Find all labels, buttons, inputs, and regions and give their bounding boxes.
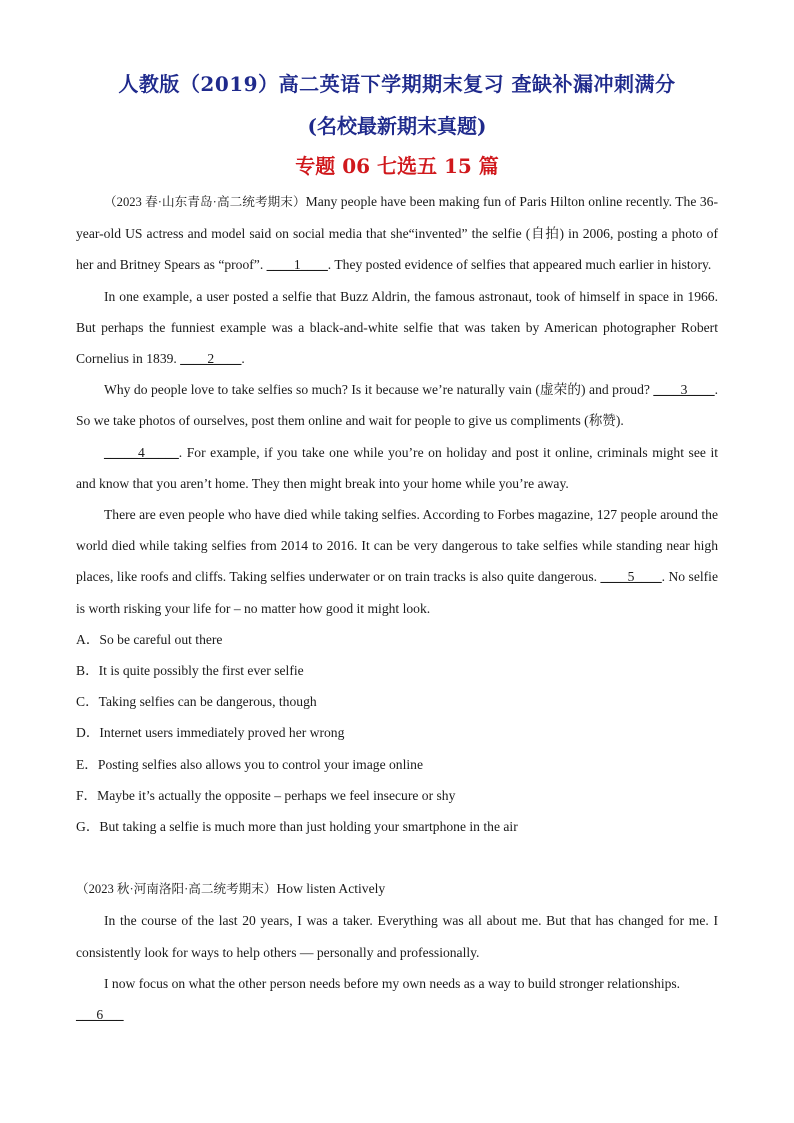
option-a: A．So be careful out there bbox=[76, 631, 223, 647]
document-title: 人教版（2019）高二英语下学期期末复习 查缺补漏冲刺满分 bbox=[118, 72, 676, 96]
document-subtitle: (名校最新期末真题) bbox=[307, 114, 487, 138]
document-body bbox=[76, 186, 718, 1030]
section-spacer bbox=[76, 842, 718, 873]
passage2-title: How listen Actively bbox=[276, 881, 386, 897]
passage1-paragraph4: _____4_____. For example, if you take one while you’re on holiday and post it online, criminals might see it and know that you aren’t home. They then might break into your home while you’re away. bbox=[76, 444, 718, 491]
answer-blank-1[interactable]: ____1____ bbox=[266, 257, 328, 273]
option-b: B．It is quite possibly the first ever selfie bbox=[76, 663, 304, 679]
passage-source: （2023 春·山东青岛·高二统考期末） bbox=[104, 195, 306, 209]
passage1-paragraph1: （2023 春·山东青岛·高二统考期末）Many people have been making fun of Paris Hilton online recently. The 36-year-old US actress and model said on social media that she“invented” the selfie (自拍) in 2006, posting a photo of her and Britney Spears as “proof”. ____1____. They posted evidence of selfies that appeared much earlier in history. bbox=[76, 194, 718, 273]
answer-blank-3[interactable]: ____3____ bbox=[653, 382, 715, 398]
topic-heading: 专题 06 七选五 15 篇 bbox=[295, 154, 499, 178]
passage2-paragraph2: I now focus on what the other person needs before my own needs as a way to build stronger relationships. bbox=[104, 975, 681, 991]
passage1-paragraph3: Why do people love to take selfies so much? Is it because we’re naturally vain (虚荣的) and proud? ____3____. So we take photos of ourselves, post them online and wait for people to give us compliments (称赞). bbox=[76, 382, 718, 429]
passage1-paragraph2: In one example, a user posted a selfie that Buzz Aldrin, the famous astronaut, took of himself in space in 1966. But perhaps the funniest example was a black-and-white selfie that was taken by American photographer Robert Cornelius in 1839. ____2____. bbox=[76, 288, 718, 367]
answer-blank-4[interactable]: _____4_____ bbox=[104, 444, 179, 460]
option-f: F．Maybe it’s actually the opposite – perhaps we feel insecure or shy bbox=[76, 787, 456, 803]
answer-blank-2[interactable]: ____2____ bbox=[180, 351, 242, 367]
option-g: G．But taking a selfie is much more than just holding your smartphone in the air bbox=[76, 819, 518, 835]
answer-blank-5[interactable]: ____5____ bbox=[600, 569, 662, 585]
passage2-blank-line bbox=[76, 999, 718, 1030]
answer-blank-6[interactable]: ___6___ bbox=[76, 1007, 124, 1023]
passage-source: （2023 秋·河南洛阳·高二统考期末） bbox=[76, 882, 277, 897]
passage2-paragraph1: In the course of the last 20 years, I was a taker. Everything was all about me. But that has changed for me. I consistently look for ways to help others — personally and professionally. bbox=[76, 913, 718, 960]
option-e: E．Posting selfies also allows you to control your image online bbox=[76, 756, 423, 772]
passage1-paragraph5: There are even people who have died while taking selfies. According to Forbes magazine, 127 people around the world died while taking selfies from 2014 to 2016. It can be very dangerous to take selfies while standing near high places, like roofs and cliffs. Taking selfies underwater or on train tracks is also quite dangerous. ____5____. No selfie is worth risking your life for – no matter how good it might look. bbox=[76, 507, 718, 616]
option-d: D．Internet users immediately proved her wrong bbox=[76, 725, 345, 741]
option-c: C．Taking selfies can be dangerous, though bbox=[76, 694, 317, 710]
passage2-heading bbox=[76, 873, 718, 905]
